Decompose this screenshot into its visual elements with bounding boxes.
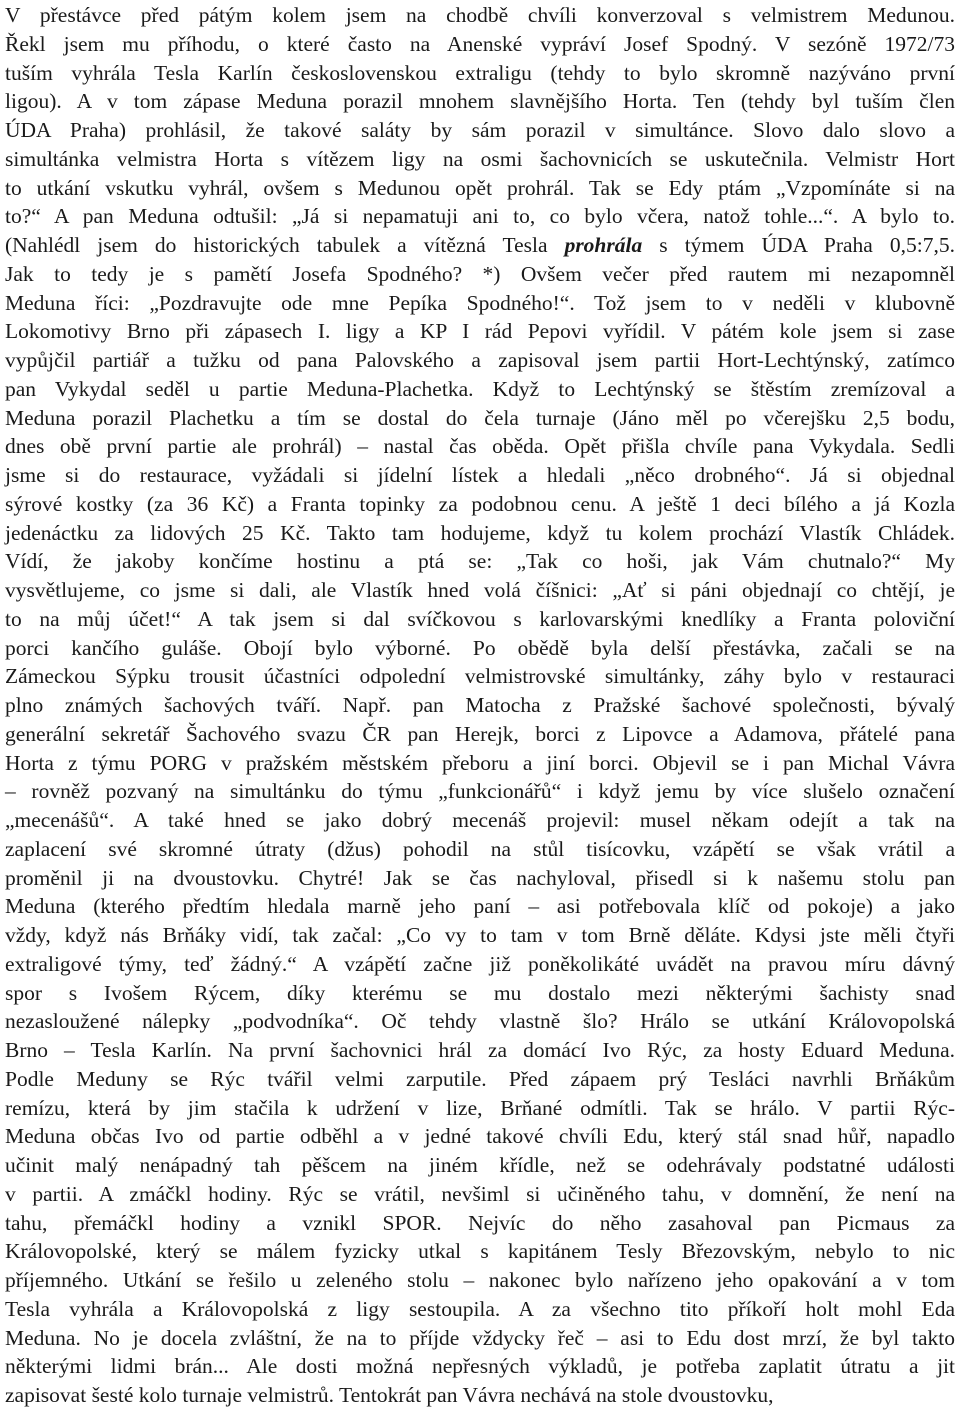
text-line: Řekl jsem mu příhodu, o které často na Anenské vypráví Josef Spodný. V sezóně 1972/73: [5, 31, 955, 56]
text-line: sýrové kostky (za 36 Kč) a Franta topinky za podobnou cenu. A ještě 1 deci bílého a já Kozla: [5, 491, 955, 516]
text-line: tuším vyhrála Tesla Karlín československou extraligu (tehdy to bylo skromně nazýváno první: [5, 60, 955, 85]
text-line: ligou). A v tom zápase Meduna porazil mnohem slavnějšího Horta. Ten (tehdy byl tuším člen: [5, 89, 955, 114]
text-line: v partii. A zmáčkl hodiny. Rýc se vrátil, nevšiml si učiněného tahu, v domnění, že není na: [5, 1181, 955, 1206]
text-line: Meduna říci: „Pozdravujte ode mne Pepíka Spodného!“. Tož jsem to v neděli v klubovně: [5, 290, 955, 315]
text-line: ÚDA Praha) prohlásil, že takové saláty by sám porazil v simultánce. Slovo dalo slovo a: [5, 118, 955, 142]
text-line: Meduna porazil Plachetku a tím se dostal do čela turnaje (Jáno měl po včerejšku 2,5 bodu,: [5, 405, 955, 430]
text-line: proměnil ji na dvoustovku. Chytré! Jak se čas nachyloval, přisedl si k našemu stolu pan: [5, 865, 955, 890]
text-line: spor s Ivošem Rýcem, díky kterému se mu dostalo mezi některými šachisty snad: [5, 980, 955, 1005]
text-line: V přestávce před pátým kolem jsem na chodbě chvíli konverzoval s velmistrem Medunou.: [5, 3, 955, 27]
text-line: „mecenášů“. A také hned se jako dobrý mecenáš projevil: musel někam odejít a tak na: [5, 808, 955, 832]
text-line: příjemného. Utkání se řešilo u zeleného stolu – nakonec bylo nařízeno jeho opakování a v tom: [5, 1268, 955, 1292]
emphasized-word: prohrála: [564, 233, 643, 257]
text-line: Meduna (kterého předtím hledala marně jeho paní – asi potřebovala klíč od pokoje) a jako: [5, 894, 955, 919]
text-line: Horta z týmu PORG v pražském městském přeboru a jiní borci. Objevil se i pan Michal Vávra: [5, 750, 955, 775]
text-line: plno známých šachových tváří. Např. pan Matocha z Pražské šachové společnosti, bývalý: [5, 693, 955, 717]
text-line: Lokomotivy Brno při zápasech I. ligy a KP I rád Pepovi vyřídil. V pátém kole jsem si zase: [5, 319, 955, 344]
text-line: Jak to tedy je s pamětí Josefa Spodného? *) Ovšem večer před rautem mi nezapomněl: [5, 261, 955, 286]
text-line: Královopolské, který se málem fyzicky utkal s kapitánem Tesly Březovským, nebylo to nic: [5, 1239, 955, 1264]
text-line: Vídí, že jakoby končíme hostinu a ptá se: „Tak co hoši, jak Vám chutnalo?“ My: [5, 549, 955, 574]
text-line: zapisovat šesté kolo turnaje velmistrů. Tentokrát pan Vávra nechává na stole dvoustovku,: [5, 1383, 774, 1407]
text-line: některými lidmi brán... Ale dosti možná nepřesných výkladů, je potřeba zaplatit útratu a jit: [5, 1354, 955, 1379]
text-line: (Nahlédl jsem do historických tabulek a vítězná Tesla prohrála s týmem ÚDA Praha 0,5:7,5.: [5, 233, 955, 257]
text-line: dnes obě první partie ale prohrál) – nastal čas oběda. Opět přišla chvíle pana Vykydala. Sedli: [5, 434, 955, 459]
text-line: to na můj účet!“ A tak jsem si dal svíčkovou s karlovarskými knedlíky a Franta poloviční: [5, 606, 955, 631]
text-line: zaplacení své skromné útraty (džus) pohodil na stůl tisícovku, vzápětí se však vrátil a: [5, 836, 955, 861]
text-line: extraligové týmy, teď žádný.“ A vzápětí začne již poněkolikáté uvádět na pravou míru dávný: [5, 951, 955, 976]
text-line: Podle Meduny se Rýc tvářil velmi zarputile. Před zápaem prý Tesláci navrhli Brňákům: [5, 1066, 955, 1091]
text-line: vypůjčil partiář a tužku od pana Palovského a zapisoval jsem partii Hort-Lechtýnský, zatímco: [5, 348, 955, 372]
text-line: generální sekretář Šachového svazu ČR pan Herejk, borci z Lipovce a Adamova, přátelé pana: [5, 721, 955, 746]
text-line: učinit malý nenápadný tah pěšcem na jiném křídle, než se odehrávaly podstatné události: [5, 1153, 955, 1177]
text-line: to utkání vskutku vyhrál, ovšem s Medunou opět prohrál. Tak se Edy ptám „Vzpomínáte si na: [5, 175, 955, 200]
text-line: simultánka velmistra Horta s vítězem ligy na osmi šachovnicích se uskutečnila. Velmistr Hort: [5, 146, 955, 171]
text-line: Brno – Tesla Karlín. Na první šachovnici hrál za domácí Ivo Rýc, za hosty Eduard Meduna.: [5, 1038, 955, 1062]
text-line: vysvětlujeme, co jsme si dali, ale Vlastík hned volá číšnici: „Ať si páni objednají co chtějí, je: [5, 578, 955, 602]
text-line: porci kančího guláše. Obojí bylo výborné. Po obědě byla delší přestávka, začali se na: [5, 635, 955, 660]
text-line: jedenáctku za lidových 25 Kč. Takto tam hodujeme, když tu kolem prochází Vlastík Chládek.: [5, 520, 955, 545]
text-line: nezasloužené nálepky „podvodníka“. Oč tehdy vlastně šlo? Hrálo se utkání Královopolská: [5, 1009, 955, 1034]
text-line: vždy, když nás Brňáky vidí, tak začal: „Co vy to tam v tom Brně děláte. Kdysi jste měli čtyři: [5, 923, 955, 947]
text-line: to?“ A pan Meduna odtušil: „Já si nepamatuji ani to, co bylo včera, natož tohle...“. A bylo to.: [5, 204, 955, 229]
text-line: Meduna občas Ivo od partie odběhl a v jedné takové chvíli Edu, který stál snad hůř, napadlo: [5, 1124, 955, 1149]
text-line: remízu, která by jim stačila k udržení v lize, Brňané odmítli. Tak se hrálo. V partii Rýc-: [5, 1095, 955, 1120]
text-line: pan Vykydal seděl u partie Meduna-Plachetka. Když to Lechtýnský se štěstím zremízoval a: [5, 376, 955, 401]
text-line: Meduna. No je docela zvláštní, že na to příjde vždycky řeč – asi to Edu dost mrzí, že byl takto: [5, 1325, 955, 1350]
article-text: [5, 1, 955, 1410]
text-line: – rovněž pozvaný na simultánku do týmu „funkcionářů“ i když jemu by více slušelo označení: [5, 779, 955, 804]
text-line: jsme si do restaurace, vyžádali si jídelní lístek a hledali „něco drobného“. Já si objednal: [5, 463, 955, 487]
text-line: tahu, přemáčkl hodiny a vznikl SPOR. Nejvíc do něho zasahoval pan Picmaus za: [5, 1210, 955, 1235]
text-line: Tesla vyhrála a Královopolská z ligy sestoupila. A za všechno tito příkoří holt mohl Eda: [5, 1296, 955, 1321]
text-line: Zámeckou Sýpku trousit účastníci odpolední velmistrovské simultánky, záhy bylo v restauraci: [5, 664, 955, 689]
